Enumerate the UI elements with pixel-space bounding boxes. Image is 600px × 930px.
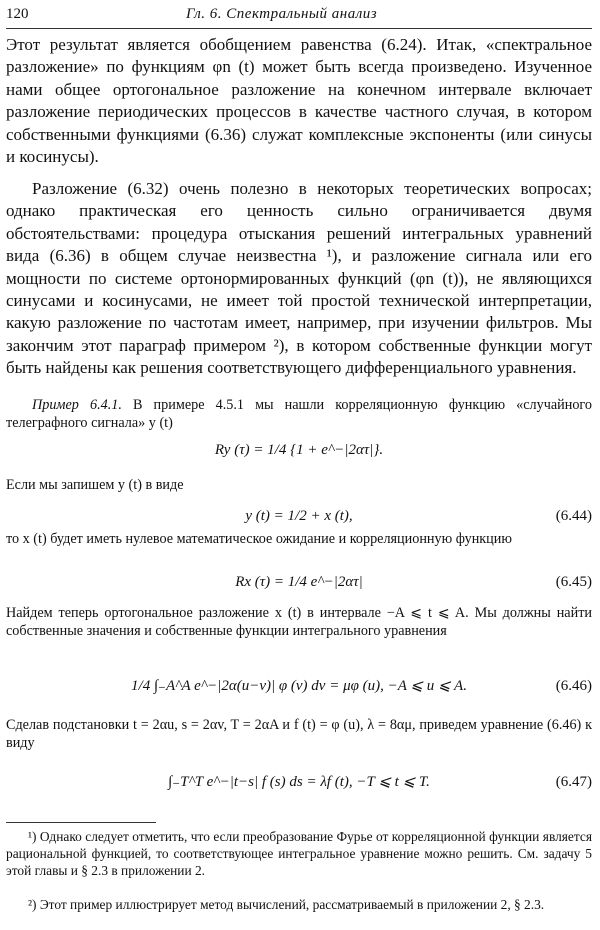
footnote-2: ²) Этот пример иллюстрирует метод вычислений, рассматриваемый в приложении 2, § 2.3. <box>28 897 545 912</box>
formula-6-47 <box>6 752 592 812</box>
paragraph-generalization: Этот результат является обобщением равенства (6.24). Итак, «спектральное разложение» по функциям φn (t) может быть всегда произведено. Изученное нами общее ортогональное разложение на конечном интервале включает разложение периодических процессов в качестве частного случая, в котором собственными функциями (6.36) служат комплексные экспоненты (или синусы и косинусы). <box>6 35 592 167</box>
footnote-1: ¹) Однако следует отметить, что если преобразование Фурье от корреляционной функции является рациональной функцией, то соответствующее интегральное уравнение можно решить. См. задачу 5 этой главы и § 2.3 в приложении 2. <box>6 829 592 878</box>
formula-6-44-body: y (t) = 1/2 + x (t), <box>245 508 353 524</box>
example-text: В примере 4.5.1 мы нашли корреляционную функцию «случайного телеграфного сигнала» y (t) <box>6 397 592 432</box>
paragraph-write-y: Если мы запишем y (t) в виде <box>6 477 184 493</box>
paragraph-substitution: Сделав подстановки t = 2αu, s = 2αv, T = 2αA и f (t) = φ (u), λ = 8αμ, приведем уравнение (6.46) к виду <box>6 717 592 752</box>
formula-6-46-body: 1/4 ∫₋A^A e^−|2α(u−v)| φ (v) dv = μφ (u), −A ⩽ u ⩽ A. <box>131 678 467 694</box>
formula-ry-body: Ry (τ) = 1/4 {1 + e^−|2ατ|}. <box>214 442 384 458</box>
paragraph-orthogonal-expansion: Найдем теперь ортогональное разложение x (t) в интервале −A ⩽ t ⩽ A. Мы должны найти собственные значения и собственные функции интегрального уравнения <box>6 605 592 640</box>
header-rule <box>6 28 592 29</box>
example-label: Пример 6.4.1. <box>32 397 122 413</box>
running-head: Гл. 6. Спектральный анализ <box>186 6 378 22</box>
equation-number-6-47: (6.47) <box>555 774 592 790</box>
page-header <box>6 2 592 26</box>
formula-ry <box>6 430 592 470</box>
formula-6-47-body: ∫₋T^T e^−|t−s| f (s) ds = λf (t), −T ⩽ t ⩽ T. <box>168 774 430 790</box>
formula-6-45 <box>6 562 592 602</box>
paragraph-zero-mean: то x (t) будет иметь нулевое математическое ожидание и корреляционную функцию <box>6 531 512 547</box>
equation-number-6-46: (6.46) <box>555 678 592 694</box>
formula-6-46 <box>6 656 592 716</box>
equation-number-6-45: (6.45) <box>555 574 592 590</box>
page-number: 120 <box>6 6 29 22</box>
paragraph-expansion-limits: Разложение (6.32) очень полезно в некоторых теоретических вопросах; однако практическая его ценность сильно ограничивается двумя обстоятельствами: процедура отыскания решений интегральных уравнений вида (6.36) в общем случае неизвестна ¹), и разложение сигнала или его мощности по системе ортонормированных функций (φn (t)), не являющихся синусами и косинусами, не имеет той простой технической интерпретации, какую разложение по частотам имеет, например, при изучении фильтров. Мы закончим этот параграф примером ²), в котором собственные функции могут быть найдены как решения соответствующего дифференциального уравнения. <box>6 179 592 378</box>
paragraph-example <box>6 396 592 432</box>
equation-number-6-44: (6.44) <box>555 508 592 524</box>
formula-6-45-body: Rx (τ) = 1/4 e^−|2ατ| <box>235 574 363 590</box>
footnote-rule <box>6 822 156 823</box>
